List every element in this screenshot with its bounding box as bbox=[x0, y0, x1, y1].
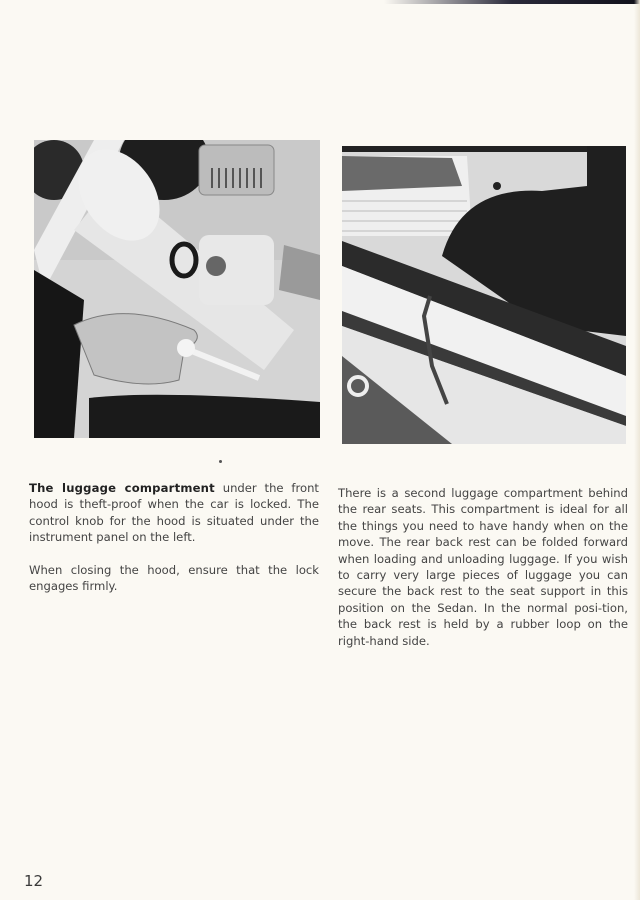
heading-luggage-compartment: The luggage compartment bbox=[29, 481, 215, 495]
paragraph-front-luggage-body: under the front hood is theft-proof when the car is locked. The control knob for the hood is situated under the instrument panel on the left. bbox=[29, 481, 319, 545]
left-text-column bbox=[29, 480, 319, 610]
print-speck bbox=[219, 460, 222, 463]
page-number: 12 bbox=[24, 872, 44, 890]
photo-rear-luggage-compartment bbox=[342, 146, 626, 444]
page-top-edge bbox=[0, 0, 640, 4]
paragraph-closing-hood: When closing the hood, ensure that the lock engages firmly. bbox=[29, 562, 319, 594]
photo-hood-control-knob bbox=[34, 140, 320, 438]
paragraph-front-luggage bbox=[29, 480, 319, 546]
rear-compartment-illustration bbox=[342, 146, 626, 444]
right-text-column bbox=[338, 485, 628, 665]
steering-column-illustration bbox=[34, 140, 320, 438]
page-right-edge bbox=[634, 0, 640, 900]
paragraph-rear-luggage: There is a second luggage compartment behind the rear seats. This compartment is ideal for all the things you need to have handy when on the move. The rear back rest can be folded forward when loading and unloading luggage. If you wish to carry very large pieces of luggage you can secure the back rest to the seat support in this position on the Sedan. In the normal posi-tion, the back rest is held by a rubber loop on the right-hand side. bbox=[338, 486, 628, 648]
